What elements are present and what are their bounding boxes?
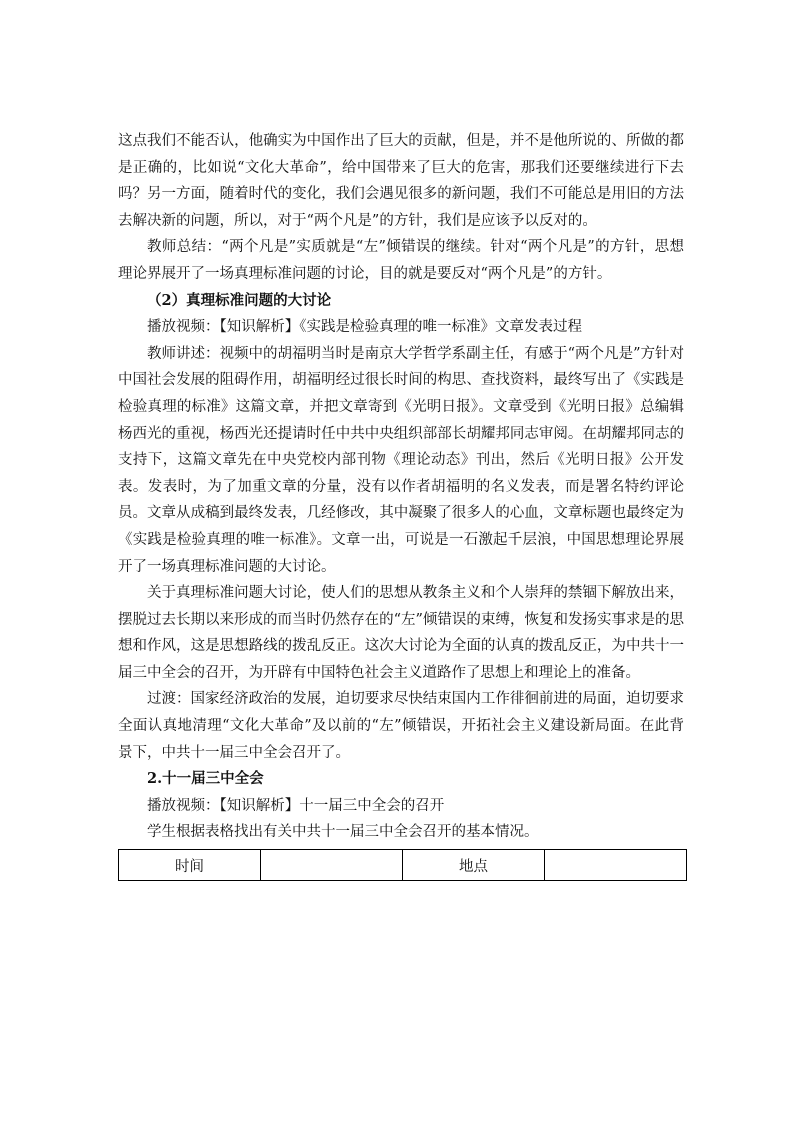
document-body — [118, 128, 684, 881]
table-row — [119, 850, 687, 881]
paragraph: 关于真理标准问题大讨论，使人们的思想从教条主义和个人崇拜的禁锢下解放出来，摆脱过去长期以来形成的而当时仍然存在的“左”倾错误的束缚，恢复和发扬实事求是的思想和作风，这是思想路线的拨乱反正。这次大讨论为全面的认真的拨乱反正，为中共十一届三中全会的召开，为开辟有中国特色社会主义道路作了思想上和理论上的准备。 — [118, 585, 684, 681]
paragraph: 过渡：国家经济政治的发展，迫切要求尽快结束国内工作徘徊前进的局面，迫切要求全面认真地清理“文化大革命”及以前的“左”倾错误，开拓社会主义建设新局面。在此背景下，中共十一届三中全会召开了。 — [118, 691, 684, 761]
paragraph: 播放视频：【知识解析】十一届三中全会的召开 — [147, 797, 445, 814]
paragraph: 学生根据表格找出有关中共十一届三中全会召开的基本情况。 — [147, 824, 539, 841]
table-cell-time-label: 时间 — [119, 850, 261, 881]
table-cell-place-label: 地点 — [403, 850, 545, 881]
table-cell-time-value[interactable] — [261, 850, 403, 881]
paragraph: 教师总结：“两个凡是”实质就是“左”倾错误的继续。针对“两个凡是”的方针，思想理论界展开了一场真理标准问题的讨论，目的就是要反对“两个凡是”的方针。 — [118, 239, 684, 282]
table-cell-place-value[interactable] — [545, 850, 687, 881]
section-heading: 2.十一届三中全会 — [147, 770, 264, 788]
subsection-heading: （2）真理标准问题的大讨论 — [147, 291, 332, 309]
info-table — [118, 849, 687, 881]
paragraph: 教师讲述：视频中的胡福明当时是南京大学哲学系副主任，有感于“两个凡是”方针对中国社会发展的阻碍作用，胡福明经过很长时间的构思、查找资料，最终写出了《实践是检验真理的标准》这篇文章，并把文章寄到《光明日报》。文章受到《光明日报》总编辑杨西光的重视，杨西光还提请时任中共中央组织部部长胡耀邦同志审阅。在胡耀邦同志的支持下，这篇文章先在中央党校内部刊物《理论动态》刊出，然后《光明日报》公开发表。发表时，为了加重文章的分量，没有以作者胡福明的名义发表，而是署名特约评论员。文章从成稿到最终发表，几经修改，其中凝聚了很多人的心血，文章标题也最终定为《实践是检验真理的唯一标准》。文章一出，可说是一石激起千层浪，中国思想理论界展开了一场真理标准问题的大讨论。 — [118, 345, 684, 575]
paragraph: 这点我们不能否认，他确实为中国作出了巨大的贡献，但是，并不是他所说的、所做的都是正确的，比如说“文化大革命”，给中国带来了巨大的危害，那我们还要继续进行下去吗？另一方面，随着时代的变化，我们会遇见很多的新问题，我们不可能总是用旧的方法去解决新的问题，所以，对于“两个凡是”的方针，我们是应该予以反对的。 — [118, 133, 684, 229]
paragraph: 播放视频：【知识解析】《实践是检验真理的唯一标准》文章发表过程 — [147, 319, 582, 336]
